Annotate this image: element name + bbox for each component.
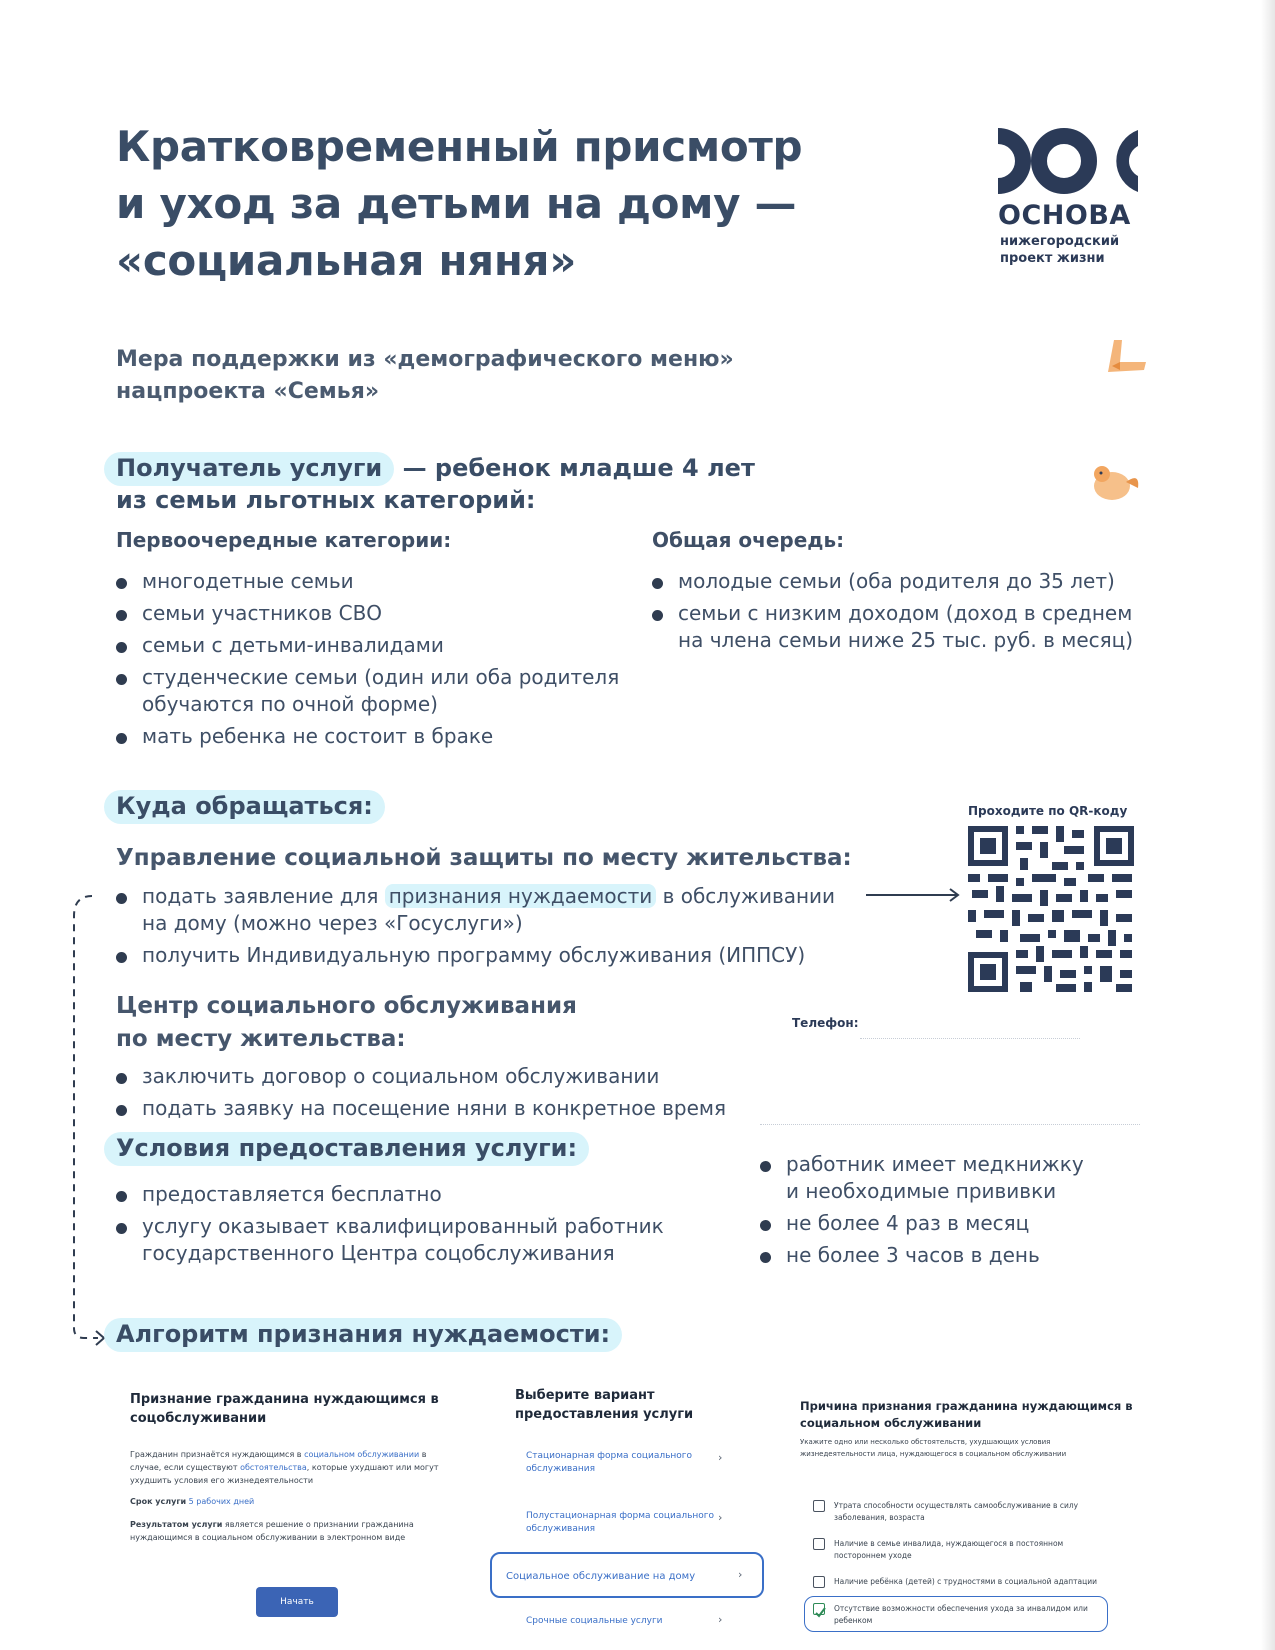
list-item bbox=[116, 1181, 716, 1208]
checkbox-label bbox=[834, 1576, 1097, 1588]
screen1-term-label: Срок услуги bbox=[130, 1497, 187, 1506]
screen1-result-label: Результатом услуги bbox=[130, 1520, 223, 1529]
checkbox-label-line: Наличие ребёнка (детей) с трудностями в социальной адаптации bbox=[834, 1577, 1097, 1586]
qr-code[interactable] bbox=[966, 824, 1136, 994]
subtitle-line-2: нацпроекта «Семья» bbox=[116, 379, 380, 404]
usz-item-1-pre: подать заявление для bbox=[142, 884, 385, 908]
item-text: обучаются по очной форме) bbox=[142, 692, 438, 716]
chevron-right-icon: › bbox=[718, 1511, 723, 1524]
start-button[interactable]: Начать bbox=[256, 1587, 338, 1617]
chevron-right-icon: › bbox=[738, 1568, 743, 1581]
screen1-result-text: является решение о признании гражданина bbox=[222, 1520, 414, 1529]
screen1-result-line: нуждающимся в социальном обслуживании в электронном виде bbox=[130, 1533, 406, 1542]
screen1-title-line-2: соцобслуживании bbox=[130, 1411, 267, 1426]
algorithm-heading-text: Алгоритм признания нуждаемости: bbox=[104, 1318, 622, 1352]
general-list bbox=[652, 568, 1172, 654]
screen1-desc-line bbox=[130, 1448, 470, 1461]
item-text: семьи с низким доходом (доход в среднем bbox=[678, 601, 1133, 625]
algorithm-heading bbox=[104, 1320, 622, 1348]
screen3-hint-line: жизнедеятельности лица, нуждающегося в социальном обслуживании bbox=[800, 1450, 1067, 1458]
screen1-p1-l2-a: случае, если существуют bbox=[130, 1463, 241, 1472]
screen2-title-line-2: предоставления услуги bbox=[515, 1407, 694, 1422]
checkbox-label-line: Наличие в семье инвалида, нуждающегося в постоянном bbox=[834, 1539, 1064, 1548]
scan-edge bbox=[1261, 0, 1275, 1650]
page-title bbox=[116, 118, 816, 289]
dashed-connector-arrow bbox=[62, 888, 112, 1348]
option-home-service[interactable] bbox=[506, 1570, 695, 1583]
decorative-bird-icon bbox=[1086, 460, 1142, 506]
priority-categories bbox=[116, 528, 656, 755]
item-text: и необходимые прививки bbox=[786, 1179, 1057, 1203]
screen1-p1-l2-b: , которые ухудшают или могут bbox=[306, 1463, 439, 1472]
checkbox-label bbox=[834, 1500, 1078, 1524]
list-item bbox=[116, 723, 656, 750]
list-item bbox=[116, 942, 876, 969]
logo-arc bbox=[1116, 130, 1138, 192]
decorative-paper-plane-icon bbox=[1100, 336, 1150, 376]
screen3-title-line-1: Причина признания гражданина нуждающимся в bbox=[800, 1399, 1133, 1413]
phone-fill-line bbox=[860, 1038, 1080, 1039]
list-item bbox=[652, 600, 1172, 654]
item-text: молодые семьи (оба родителя до 35 лет) bbox=[678, 569, 1115, 593]
screen2-title-line-1: Выберите вариант bbox=[515, 1388, 655, 1403]
list-item bbox=[116, 1095, 756, 1122]
item-text: услугу оказывает квалифицированный работник bbox=[142, 1214, 664, 1238]
option-urgent[interactable] bbox=[526, 1615, 663, 1628]
priority-heading: Первоочередные категории: bbox=[116, 528, 452, 552]
screen1-result-line bbox=[130, 1518, 470, 1531]
list-item bbox=[760, 1210, 1160, 1237]
title-line-2: и уход за детьми на дому — bbox=[116, 179, 797, 228]
logo-half-circle bbox=[998, 128, 1031, 194]
screen1-desc-line: ухудшить условия его жизнедеятельности bbox=[130, 1476, 314, 1485]
item-text: мать ребенка не состоит в браке bbox=[142, 724, 494, 748]
option-text: Полустационарная форма социального bbox=[526, 1511, 715, 1521]
conditions-left-list bbox=[116, 1181, 716, 1272]
screen3-hint-line: Укажите одно или несколько обстоятельств, ухудшающих условия bbox=[800, 1438, 1051, 1446]
general-heading: Общая очередь: bbox=[652, 528, 845, 552]
checkbox-child-adaptation[interactable] bbox=[813, 1576, 825, 1588]
option-text: обслуживания bbox=[526, 1524, 596, 1534]
item-text: семьи с детьми-инвалидами bbox=[142, 633, 444, 657]
item-text: работник имеет медкнижку bbox=[786, 1152, 1084, 1176]
checkbox-label-line: Отсутствие возможности обеспечения ухода за инвалидом или bbox=[834, 1604, 1088, 1613]
screen1-p1-b: в bbox=[419, 1450, 427, 1459]
screen3-title bbox=[800, 1398, 1133, 1432]
screen3-hint bbox=[800, 1436, 1120, 1460]
logo-ring bbox=[1039, 136, 1089, 186]
osnova-logo-mark bbox=[998, 128, 1140, 194]
where-heading bbox=[104, 792, 385, 820]
csc-heading bbox=[116, 990, 577, 1056]
checkbox-label bbox=[834, 1603, 1088, 1627]
screen1-term-value: 5 рабочих дней bbox=[188, 1497, 255, 1506]
item-text: получить Индивидуальную программу обслуживания (ИППСУ) bbox=[142, 943, 806, 967]
list-item bbox=[116, 664, 656, 718]
item-text: семьи участников СВО bbox=[142, 601, 383, 625]
recipient-line-2: из семьи льготных категорий: bbox=[116, 486, 536, 514]
item-text: заключить договор о социальном обслуживании bbox=[142, 1064, 660, 1088]
chevron-right-icon: › bbox=[718, 1613, 723, 1626]
checkbox-label-line: постороннем уходе bbox=[834, 1551, 912, 1560]
logo-tagline-2: проект жизни bbox=[1000, 251, 1105, 266]
logo-tagline-1: нижегородский bbox=[1000, 234, 1120, 249]
checkbox-no-care-possibility[interactable] bbox=[813, 1603, 825, 1615]
checkbox-label-line: заболевания, возраста bbox=[834, 1513, 925, 1522]
screen2-title bbox=[515, 1386, 775, 1424]
logo-tagline bbox=[1000, 233, 1119, 267]
item-text: студенческие семьи (один или оба родителя bbox=[142, 665, 620, 689]
phone-fill-line bbox=[760, 1124, 1140, 1125]
list-item bbox=[116, 883, 876, 937]
option-text: обслуживания bbox=[526, 1464, 596, 1474]
option-text: Социальное обслуживание на дому bbox=[506, 1571, 696, 1582]
item-text: не более 4 раз в месяц bbox=[786, 1211, 1030, 1235]
csc-heading-line-1: Центр социального обслуживания bbox=[116, 993, 577, 1019]
subtitle bbox=[116, 344, 734, 408]
checkbox-label-line: ребенком bbox=[834, 1616, 873, 1625]
recipient-label: Получатель услуги bbox=[104, 452, 394, 486]
item-text: предоставляется бесплатно bbox=[142, 1182, 442, 1206]
item-text: на дому (можно через «Госуслуги») bbox=[142, 911, 523, 935]
option-text: Стационарная форма социального bbox=[526, 1451, 693, 1461]
checkbox-disabled-family-member[interactable] bbox=[813, 1538, 825, 1550]
option-text: Срочные социальные услуги bbox=[526, 1616, 663, 1626]
screen1-title-line-1: Признание гражданина нуждающимся в bbox=[130, 1392, 439, 1407]
qr-caption: Проходите по QR-коду bbox=[968, 804, 1128, 818]
item-text: на члена семьи ниже 25 тыс. руб. в месяц) bbox=[678, 628, 1134, 652]
checkmark-icon bbox=[814, 1607, 826, 1619]
option-semi-stationary[interactable] bbox=[526, 1510, 714, 1536]
checkbox-label-line: Утрата способности осуществлять самообслуживание в силу bbox=[834, 1501, 1079, 1510]
csc-heading-line-2: по месту жительства: bbox=[116, 1026, 406, 1052]
list-item bbox=[116, 1213, 716, 1267]
list-item bbox=[116, 632, 656, 659]
screen1-link-social-service[interactable]: социальном обслуживании bbox=[304, 1450, 420, 1459]
csc-list bbox=[116, 1063, 756, 1127]
gosuslugi-screen-reason bbox=[800, 1398, 1133, 1460]
usz-heading: Управление социальной защиты по месту жительства: bbox=[116, 845, 852, 871]
arrow-right-icon bbox=[866, 888, 962, 902]
title-line-1: Кратковременный присмотр bbox=[116, 122, 803, 171]
item-text: не более 3 часов в день bbox=[786, 1243, 1040, 1267]
logo-name: ОСНОВА bbox=[998, 200, 1131, 231]
item-text: подать заявку на посещение няни в конкретное время bbox=[142, 1096, 727, 1120]
list-item bbox=[760, 1151, 1160, 1205]
screen1-p1-a: Гражданин признаётся нуждающимся в bbox=[130, 1450, 305, 1459]
phone-label: Телефон: bbox=[792, 1016, 859, 1030]
list-item bbox=[116, 568, 656, 595]
chevron-right-icon: › bbox=[718, 1451, 723, 1464]
item-text bbox=[142, 883, 876, 910]
item-text: многодетные семьи bbox=[142, 569, 354, 593]
list-item bbox=[652, 568, 1172, 595]
recipient-block bbox=[104, 452, 755, 516]
usz-item-1-highlight: признания нуждаемости bbox=[385, 884, 657, 908]
screen1-result bbox=[130, 1518, 470, 1544]
title-line-3: «социальная няня» bbox=[116, 236, 577, 285]
recipient-line-1 bbox=[104, 452, 755, 484]
conditions-heading bbox=[104, 1134, 589, 1162]
usz-item-1-post: в обслуживании bbox=[656, 884, 836, 908]
where-heading-text: Куда обращаться: bbox=[104, 790, 385, 824]
list-item bbox=[760, 1242, 1160, 1269]
priority-list bbox=[116, 568, 656, 750]
option-stationary[interactable] bbox=[526, 1450, 692, 1476]
list-item bbox=[116, 600, 656, 627]
conditions-right-list bbox=[760, 1151, 1160, 1274]
checkbox-self-care-loss[interactable] bbox=[813, 1500, 825, 1512]
screen1-term bbox=[130, 1495, 470, 1508]
conditions-heading-text: Условия предоставления услуги: bbox=[104, 1132, 589, 1166]
screen1-desc-line bbox=[130, 1461, 470, 1474]
checkbox-label bbox=[834, 1538, 1063, 1562]
screen1-link-circumstances[interactable]: обстоятельства bbox=[240, 1463, 307, 1472]
subtitle-line-1: Мера поддержки из «демографического меню» bbox=[116, 347, 734, 372]
usz-list bbox=[116, 883, 876, 974]
recipient-text: — ребенок младше 4 лет bbox=[394, 454, 755, 482]
screen3-title-line-2: социальном обслуживании bbox=[800, 1416, 982, 1430]
screen1-description bbox=[130, 1448, 470, 1487]
general-queue bbox=[652, 528, 1172, 659]
item-text: государственного Центра соцобслуживания bbox=[142, 1241, 615, 1265]
screen1-title bbox=[130, 1390, 470, 1428]
gosuslugi-screen-choose-variant bbox=[515, 1386, 775, 1424]
gosuslugi-screen-intro bbox=[130, 1390, 470, 1544]
list-item bbox=[116, 1063, 756, 1090]
